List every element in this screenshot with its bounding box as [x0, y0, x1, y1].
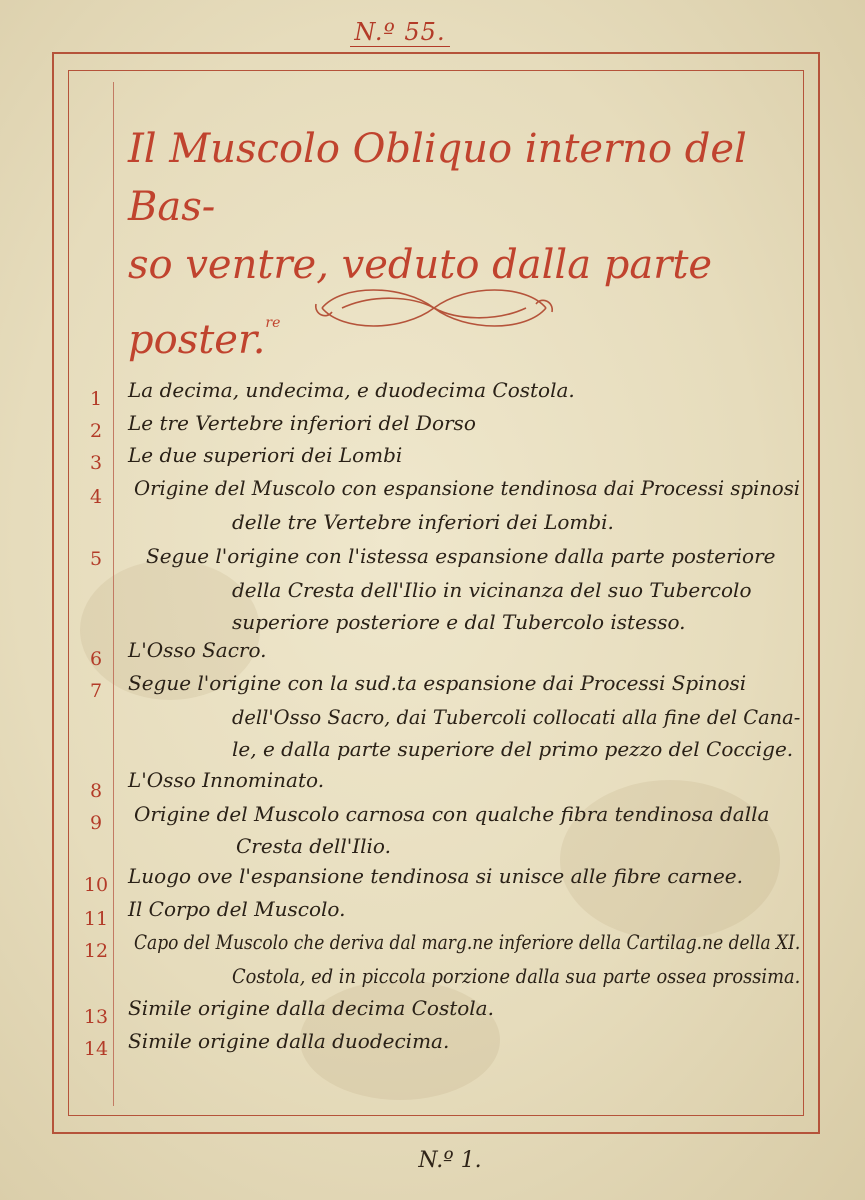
entry-text: Le tre Vertebre inferiori del Dorso	[128, 411, 476, 435]
entry-number: 6	[89, 648, 103, 670]
entry-number: 2	[89, 420, 103, 442]
plate-number: N.º 55.	[340, 18, 460, 46]
entry-text: Costola, ed in piccola porzione dalla sua parte ossea prossima.	[232, 964, 801, 988]
entry-text: Capo del Muscolo che deriva dal marg.ne inferiore della Cartilag.ne della XI.	[134, 930, 801, 954]
entry-text: Simile origine dalla duodecima.	[128, 1029, 450, 1053]
entry-text: Segue l'origine con l'istessa espansione dalla parte posteriore	[146, 544, 776, 568]
entry-text: Cresta dell'Ilio.	[236, 834, 391, 858]
entry-number: 1	[89, 388, 103, 410]
entry-text: L'Osso Sacro.	[128, 638, 267, 662]
entry-number: 11	[83, 908, 109, 930]
entry-text: superiore posteriore e dal Tubercolo istesso.	[232, 610, 686, 634]
entry-text: Origine del Muscolo carnosa con qualche fibra tendinosa dalla	[134, 802, 770, 826]
entry-number: 3	[89, 452, 103, 474]
entry-number: 10	[83, 874, 109, 896]
entry-text: della Cresta dell'Ilio in vicinanza del suo Tubercolo	[232, 578, 752, 602]
entry-text: La decima, undecima, e duodecima Costola.	[128, 378, 575, 402]
entry-text: dell'Osso Sacro, dai Tubercoli collocati alla fine del Cana-	[232, 705, 801, 729]
entry-number: 13	[83, 1006, 109, 1028]
entry-number: 7	[89, 680, 103, 702]
entry-number: 14	[83, 1038, 109, 1060]
flourish-ornament	[312, 280, 556, 336]
entry-number: 5	[89, 548, 103, 570]
entry-number: 8	[89, 780, 103, 802]
title-line-2-text: so ventre, veduto dalla parte poster.	[128, 242, 713, 363]
entry-text: Il Corpo del Muscolo.	[128, 897, 346, 921]
entry-text: L'Osso Innominato.	[128, 768, 325, 792]
entry-text: Simile origine dalla decima Costola.	[128, 996, 494, 1020]
entry-number: 4	[89, 486, 103, 508]
entry-text: Le due superiori dei Lombi	[128, 443, 403, 467]
entry-text: le, e dalla parte superiore del primo pezzo del Coccige.	[232, 737, 794, 761]
entry-text: Segue l'origine con la sud.ta espansione dai Processi Spinosi	[128, 671, 747, 695]
entry-text: Luogo ove l'espansione tendinosa si unisce alle fibre carnee.	[128, 864, 743, 888]
title-line-1: Il Muscolo Obliquo interno del Bas-	[128, 126, 747, 230]
footer-number: N.º 1.	[418, 1148, 482, 1173]
entry-text: Origine del Muscolo con espansione tendinosa dai Processi spinosi	[134, 476, 801, 500]
entry-number: 12	[83, 940, 109, 962]
entry-text: delle tre Vertebre inferiori dei Lombi.	[232, 510, 614, 534]
entry-number: 9	[89, 812, 103, 834]
title-superscript: re	[265, 315, 281, 331]
